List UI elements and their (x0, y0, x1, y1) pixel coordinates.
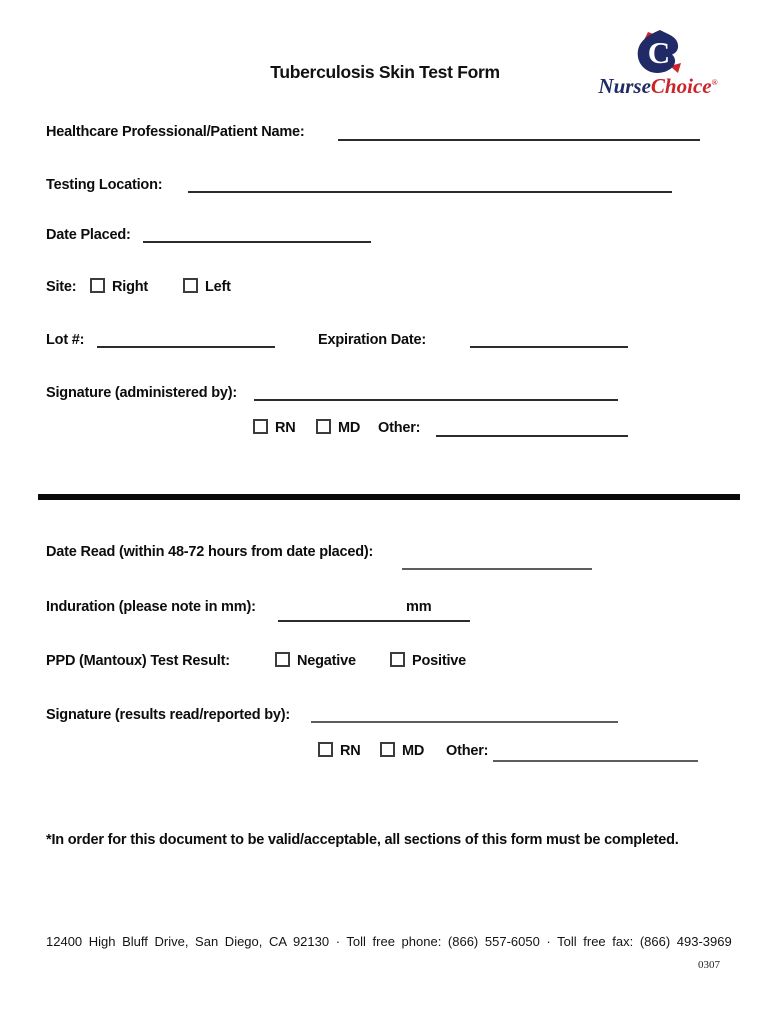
date-placed-input-line[interactable] (143, 241, 371, 243)
nursechoice-logo (592, 30, 724, 97)
expiration-date-input-line[interactable] (470, 346, 628, 348)
page-title: Tuberculosis Skin Test Form (270, 62, 500, 82)
nursechoice-wordmark (592, 76, 724, 97)
site-label: Site: (46, 279, 77, 295)
signature-results-input-line[interactable] (311, 721, 618, 723)
healthcare-name-input-line[interactable] (338, 139, 700, 141)
nursechoice-c-icon (632, 30, 684, 74)
checkbox-result-positive[interactable] (390, 652, 405, 667)
induration-input-line[interactable] (278, 620, 470, 622)
date-placed-label: Date Placed: (46, 227, 131, 243)
testing-location-input-line[interactable] (188, 191, 672, 193)
signature-administered-label: Signature (administered by): (46, 385, 237, 401)
checkbox-read-md[interactable] (380, 742, 395, 757)
registered-trademark-symbol: ® (711, 78, 718, 87)
signature-results-label: Signature (results read/reported by): (46, 707, 290, 723)
footer-contact-line: 12400 High Bluff Drive, San Diego, CA 92130 · Toll free phone: (866) 557-6050 · Toll free fax: (866) 493-3969 (46, 934, 732, 949)
checkbox-site-right[interactable] (90, 278, 105, 293)
read-rn-label: RN (340, 743, 361, 759)
read-other-input-line[interactable] (493, 760, 698, 762)
checkbox-site-left[interactable] (183, 278, 198, 293)
date-read-input-line[interactable] (402, 568, 592, 570)
validity-note: *In order for this document to be valid/acceptable, all sections of this form must be completed. (46, 832, 679, 848)
site-right-label: Right (112, 279, 149, 295)
read-md-label: MD (402, 743, 425, 759)
form-revision-code: 0307 (698, 959, 720, 971)
svg-text:C: C (647, 35, 671, 70)
healthcare-name-label: Healthcare Professional/Patient Name: (46, 124, 305, 140)
admin-other-label: Other: (378, 420, 421, 436)
logo-text-choice: Choice (650, 74, 712, 98)
lot-number-label: Lot #: (46, 332, 85, 348)
admin-other-input-line[interactable] (436, 435, 628, 437)
admin-md-label: MD (338, 420, 361, 436)
read-other-label: Other: (446, 743, 489, 759)
checkbox-result-negative[interactable] (275, 652, 290, 667)
ppd-result-label: PPD (Mantoux) Test Result: (46, 653, 230, 669)
induration-mm-unit: mm (406, 599, 432, 615)
expiration-date-label: Expiration Date: (318, 332, 426, 348)
checkbox-read-rn[interactable] (318, 742, 333, 757)
signature-administered-input-line[interactable] (254, 399, 618, 401)
result-negative-label: Negative (297, 653, 356, 669)
result-positive-label: Positive (412, 653, 467, 669)
logo-text-nurse: Nurse (598, 74, 651, 98)
checkbox-admin-rn[interactable] (253, 419, 268, 434)
date-read-label: Date Read (within 48-72 hours from date placed): (46, 544, 374, 560)
testing-location-label: Testing Location: (46, 177, 163, 193)
site-left-label: Left (205, 279, 231, 295)
lot-number-input-line[interactable] (97, 346, 275, 348)
checkbox-admin-md[interactable] (316, 419, 331, 434)
induration-label: Induration (please note in mm): (46, 599, 256, 615)
admin-rn-label: RN (275, 420, 296, 436)
section-divider (38, 494, 740, 500)
